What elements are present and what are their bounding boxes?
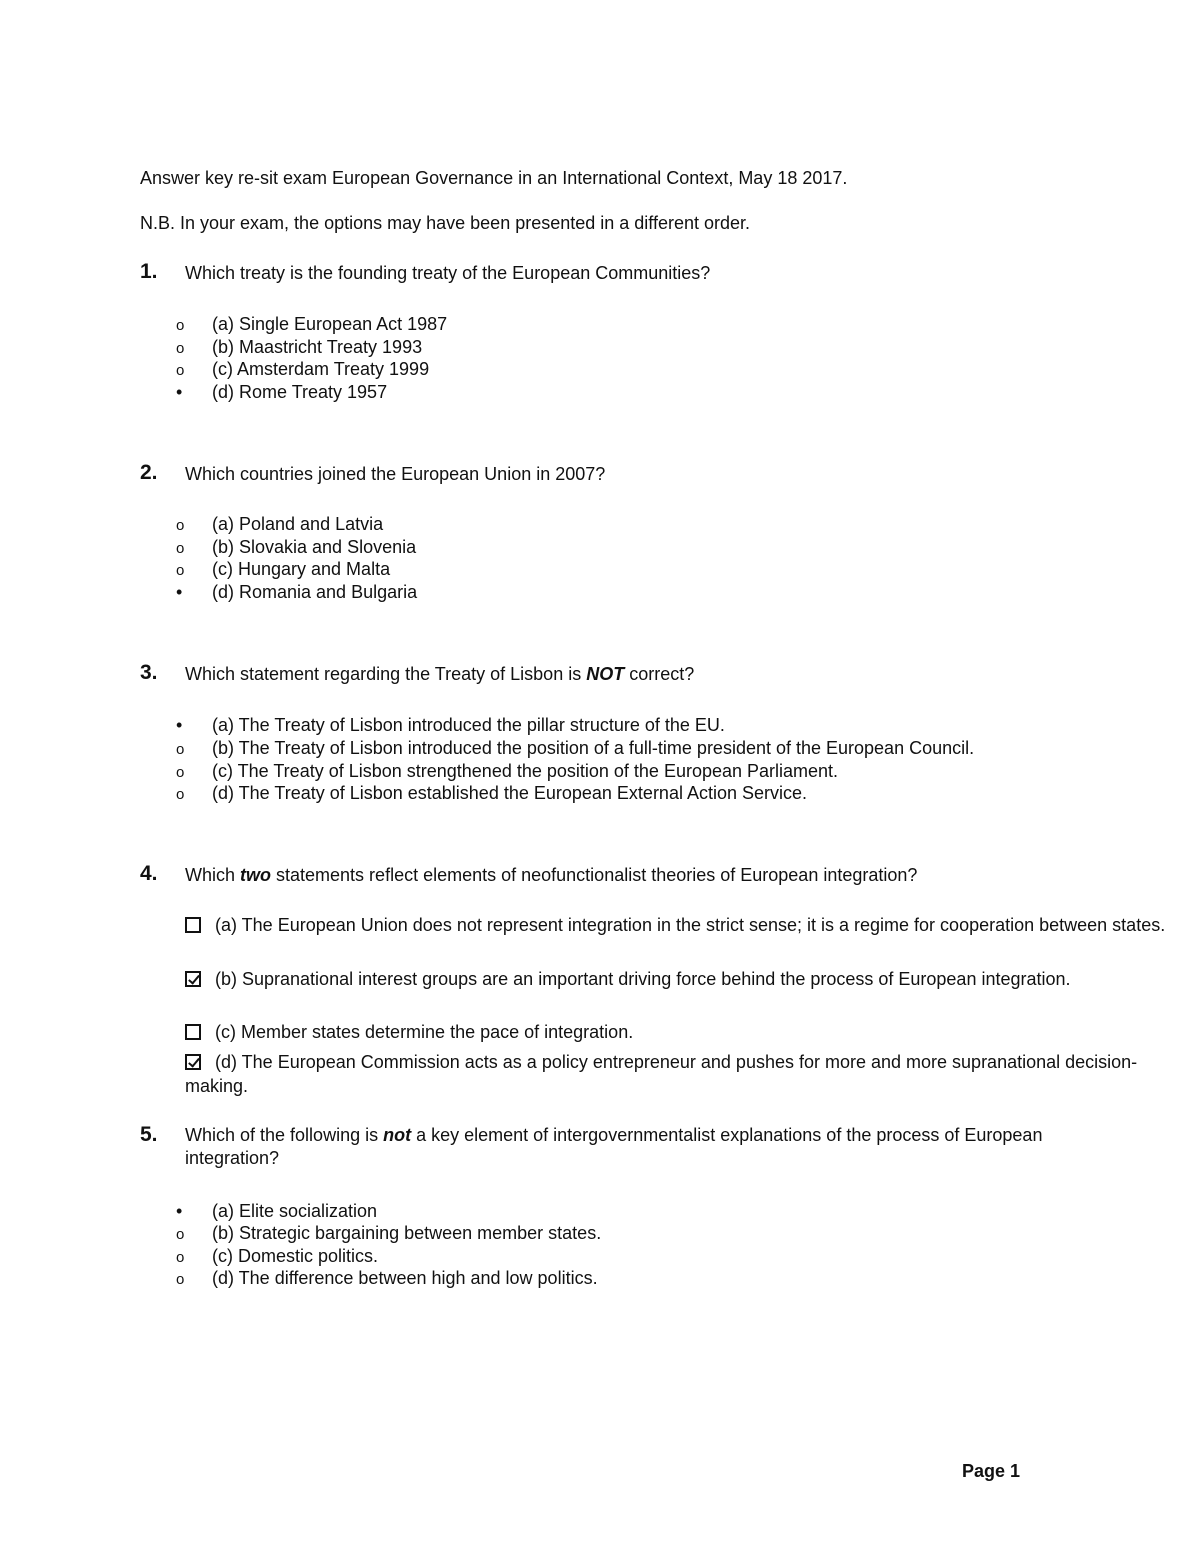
hollow-bullet-icon: o [176,340,185,357]
question-text: Which of the following is not a key element of intergovernmentalist explanations of the process of European integration? [185,1125,1043,1168]
checkbox-option [185,1020,1185,1044]
checkbox-checked-icon [185,971,201,987]
question-number: 3. [140,661,158,684]
question-number: 5. [140,1123,158,1146]
option-item [176,760,838,784]
hollow-bullet-icon: o [176,1249,185,1266]
option-item-correct [176,381,387,403]
checkbox-empty-icon [185,1024,201,1040]
hollow-bullet-icon: o [176,317,185,334]
option-item [176,1267,598,1291]
option-label: (c) Amsterdam Treaty 1999 [212,359,430,379]
option-item [176,1222,601,1246]
option-item [176,558,390,582]
option-item [176,737,974,761]
hollow-bullet-icon: o [176,1271,185,1288]
checkbox-option-correct [185,1050,1185,1098]
option-item [176,513,383,537]
hollow-bullet-icon: o [176,362,185,379]
page-number: Page 1 [962,1461,1021,1481]
hollow-bullet-icon: o [176,1226,185,1243]
checkbox-option [185,913,1185,937]
checkbox-checked-icon [185,1054,201,1070]
hollow-bullet-icon: o [176,517,185,534]
hollow-bullet-icon: o [176,540,185,557]
filled-bullet-icon: • [176,715,183,735]
option-label: (d) The difference between high and low politics. [212,1268,598,1288]
option-label: (b) Strategic bargaining between member states. [212,1223,602,1243]
option-item-correct [176,1200,377,1222]
option-label: (a) Poland and Latvia [212,514,384,534]
document-note: N.B. In your exam, the options may have been presented in a different order. [140,213,751,233]
option-label: (a) The European Union does not represent integration in the strict sense; it is a regime for cooperation between states. [215,915,1166,935]
emphasis-text: two [240,865,272,885]
option-item [176,336,422,360]
option-label: (b) The Treaty of Lisbon introduced the position of a full-time president of the European Council. [212,738,975,758]
checkbox-option-correct [185,967,1185,991]
question-number: 1. [140,260,158,283]
checkbox-empty-icon [185,917,201,933]
question-number: 4. [140,862,158,885]
option-item [176,536,416,560]
question-text: Which two statements reflect elements of neofunctionalist theories of European integration? [185,865,918,885]
option-label: (c) Domestic politics. [212,1246,379,1266]
option-label: (c) Hungary and Malta [212,559,391,579]
filled-bullet-icon: • [176,582,183,602]
emphasis-text: NOT [586,664,625,684]
option-label: (d) The European Commission acts as a policy entrepreneur and pushes for more and more supranational decision-making. [185,1052,1138,1096]
hollow-bullet-icon: o [176,741,185,758]
document-title: Answer key re-sit exam European Governance in an International Context, May 18 2017. [140,168,848,188]
option-label: (d) The Treaty of Lisbon established the European External Action Service. [212,783,808,803]
option-label: (a) The Treaty of Lisbon introduced the pillar structure of the EU. [212,715,725,735]
question-text: Which treaty is the founding treaty of the European Communities? [185,263,711,283]
filled-bullet-icon: • [176,1201,183,1221]
filled-bullet-icon: • [176,382,183,402]
hollow-bullet-icon: o [176,562,185,579]
option-label: (b) Maastricht Treaty 1993 [212,337,423,357]
emphasis-text: not [383,1125,412,1145]
question-number: 2. [140,461,158,484]
option-label: (b) Slovakia and Slovenia [212,537,417,557]
option-item-correct [176,581,417,603]
option-label: (a) Elite socialization [212,1201,378,1221]
option-item-correct [176,714,725,736]
option-item [176,1245,378,1269]
option-label: (d) Rome Treaty 1957 [212,382,388,402]
option-label: (a) Single European Act 1987 [212,314,448,334]
option-label: (b) Supranational interest groups are an important driving force behind the process of European integration. [215,969,1071,989]
hollow-bullet-icon: o [176,786,185,803]
question-text: Which countries joined the European Union in 2007? [185,464,606,484]
option-label: (c) The Treaty of Lisbon strengthened the position of the European Parliament. [212,761,839,781]
hollow-bullet-icon: o [176,764,185,781]
option-item [176,313,447,337]
option-label: (c) Member states determine the pace of integration. [215,1022,634,1042]
option-item [176,782,807,806]
option-item [176,358,429,382]
question-text: Which statement regarding the Treaty of Lisbon is NOT correct? [185,664,695,684]
option-label: (d) Romania and Bulgaria [212,582,418,602]
